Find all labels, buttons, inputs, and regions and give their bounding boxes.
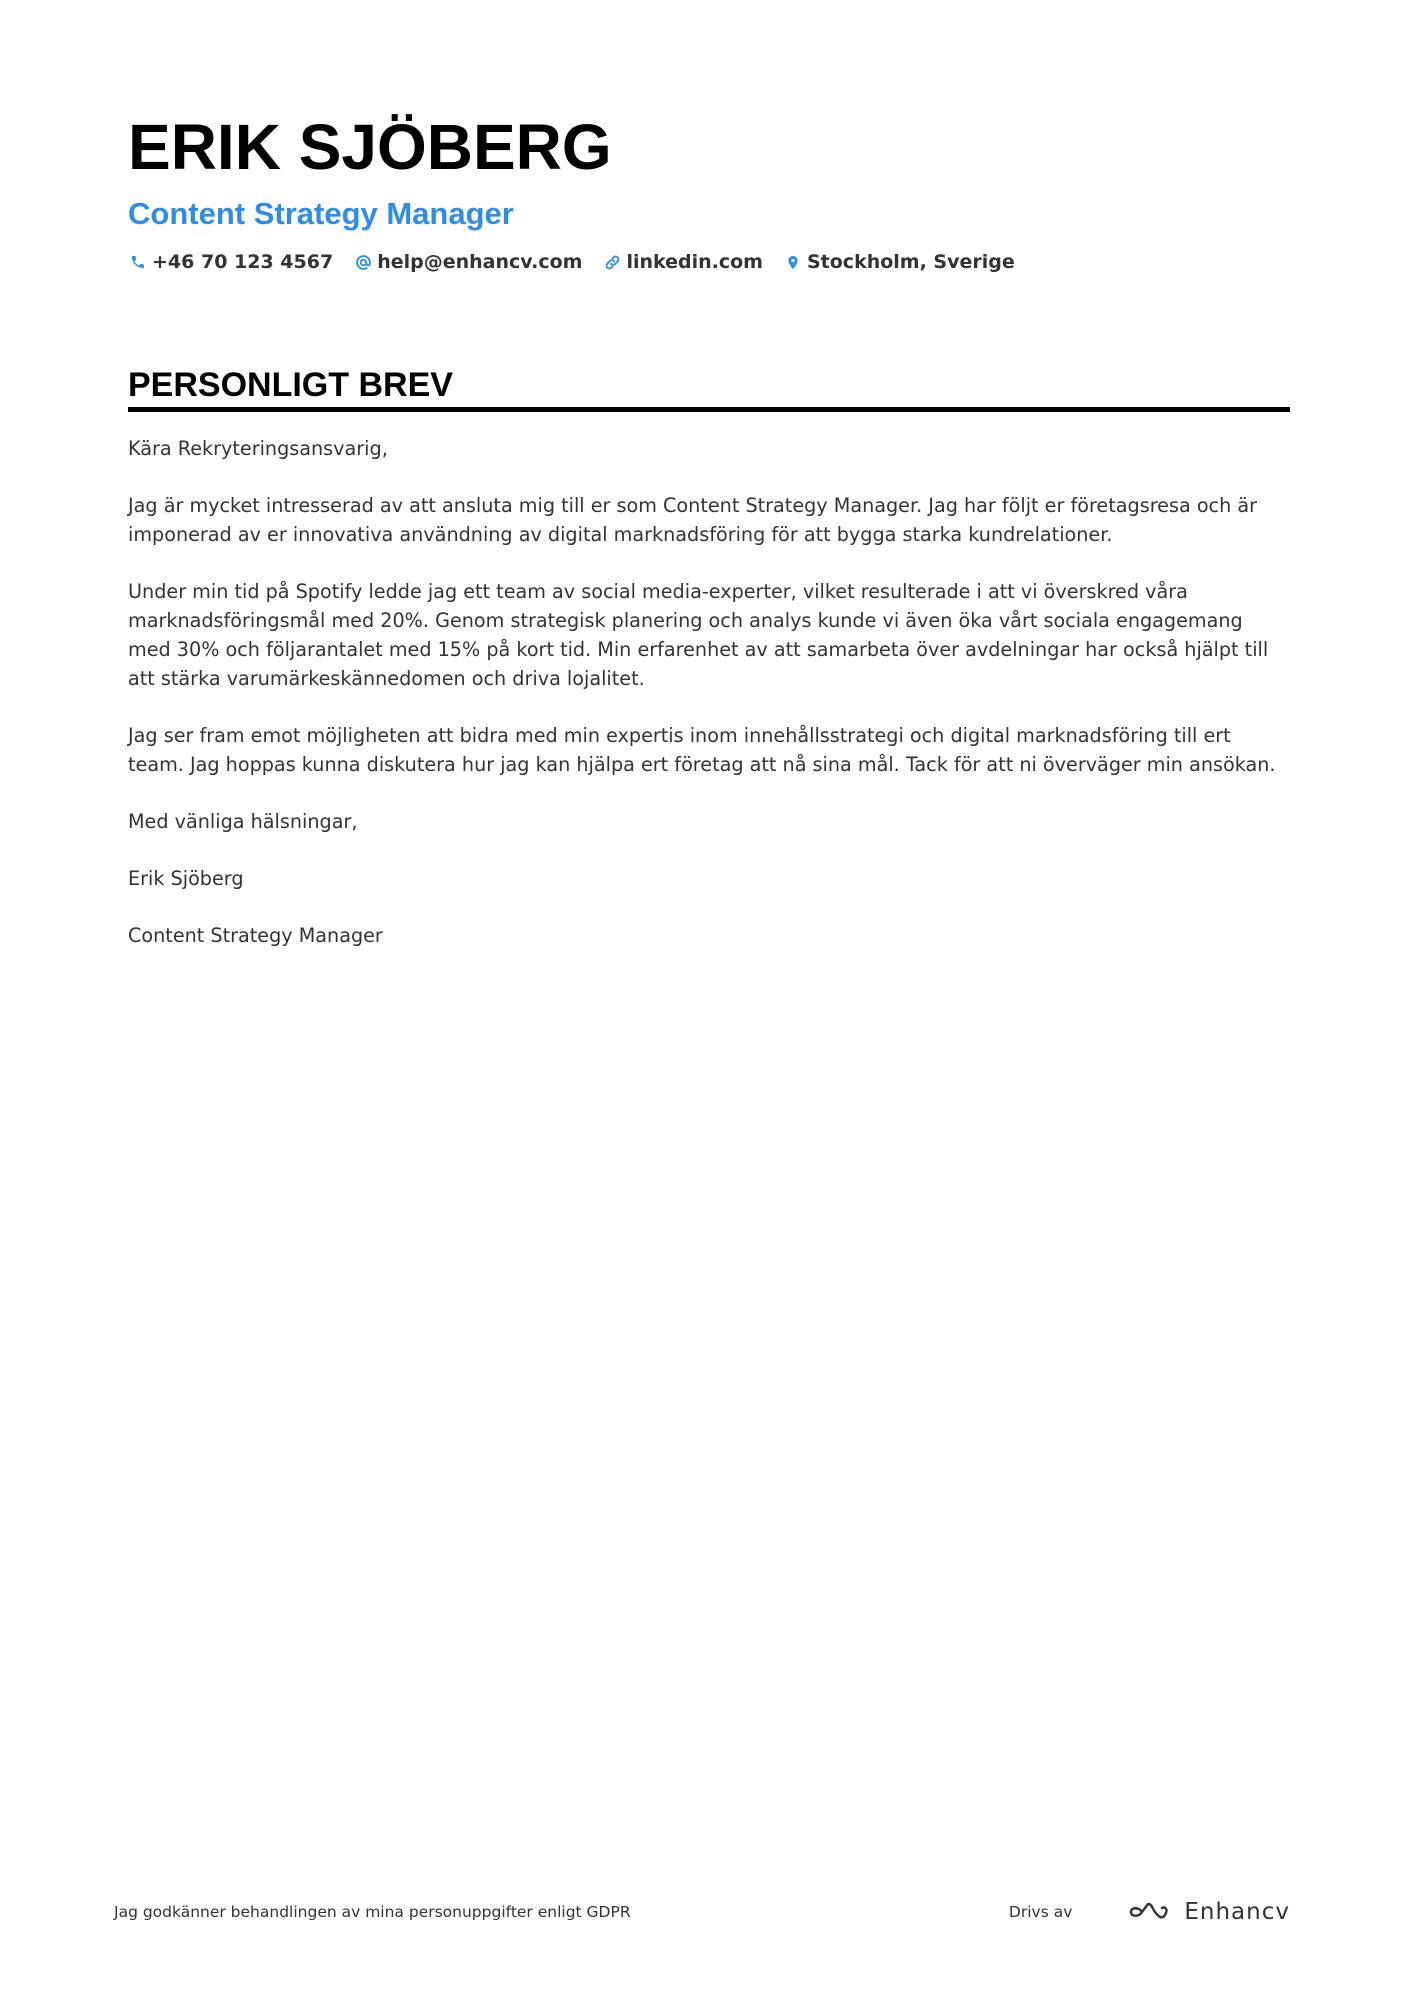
cover-letter-page xyxy=(128,110,1290,978)
powered-by[interactable] xyxy=(1009,1899,1290,1925)
contact-linkedin-text: linkedin.com xyxy=(626,251,763,273)
contact-phone-text: +46 70 123 4567 xyxy=(152,251,334,273)
contact-bar xyxy=(128,251,1290,273)
letter-greeting: Kära Rekryteringsansvarig, xyxy=(128,437,388,460)
enhancv-logo[interactable] xyxy=(1128,1899,1290,1925)
phone-icon xyxy=(128,252,148,272)
section-heading: PERSONLIGT BREV xyxy=(128,365,1290,412)
contact-location-text: Stockholm, Sverige xyxy=(806,251,1015,273)
contact-location xyxy=(783,251,1015,273)
contact-phone[interactable] xyxy=(128,251,333,273)
letter-paragraph: Jag är mycket intresserad av att ansluta mig till er som Content Strategy Manager. Jag har följt er företagsresa och är imponerad av er innovativa användning av digital marknadsföring för att bygga starka kundrelationer. xyxy=(128,494,1258,546)
letter-body xyxy=(128,434,1290,950)
link-icon xyxy=(602,252,622,272)
powered-by-label: Drivs av xyxy=(1008,1903,1073,1921)
enhancv-brand-name: Enhancv xyxy=(1184,1899,1290,1925)
letter-closing: Med vänliga hälsningar, xyxy=(128,810,358,833)
candidate-name: ERIK SJÖBERG xyxy=(128,111,612,183)
enhancv-logo-icon xyxy=(1128,1900,1174,1924)
letter-paragraph: Jag ser fram emot möjligheten att bidra med min expertis inom innehållsstrategi och digital marknadsföring till ert team. Jag hoppas kunna diskutera hur jag kan hjälpa ert företag att nå sina mål. Tack för att ni överväger min ansökan. xyxy=(128,724,1276,776)
contact-linkedin[interactable] xyxy=(602,251,763,273)
location-pin-icon xyxy=(783,252,803,272)
contact-email-text: help@enhancv.com xyxy=(377,251,583,273)
letter-paragraph: Under min tid på Spotify ledde jag ett team av social media-experter, vilket resulterade i att vi överskred våra marknadsföringsmål med 20%. Genom strategisk planering och analys kunde vi även öka vårt sociala engagemang med 30% och följarantalet med 15% på kort tid. Min erfarenhet av att samarbeta över avdelningar har också hjälpt till att stärka varumärkeskännedomen och driva lojalitet. xyxy=(128,580,1269,690)
signature-name: Erik Sjöberg xyxy=(128,867,244,890)
candidate-job-title: Content Strategy Manager xyxy=(128,196,514,231)
footer xyxy=(114,1892,1290,1932)
gdpr-consent-text: Jag godkänner behandlingen av mina personuppgifter enligt GDPR xyxy=(114,1903,631,1921)
contact-email[interactable] xyxy=(353,251,582,273)
signature-title: Content Strategy Manager xyxy=(128,924,383,947)
at-icon xyxy=(353,252,373,272)
